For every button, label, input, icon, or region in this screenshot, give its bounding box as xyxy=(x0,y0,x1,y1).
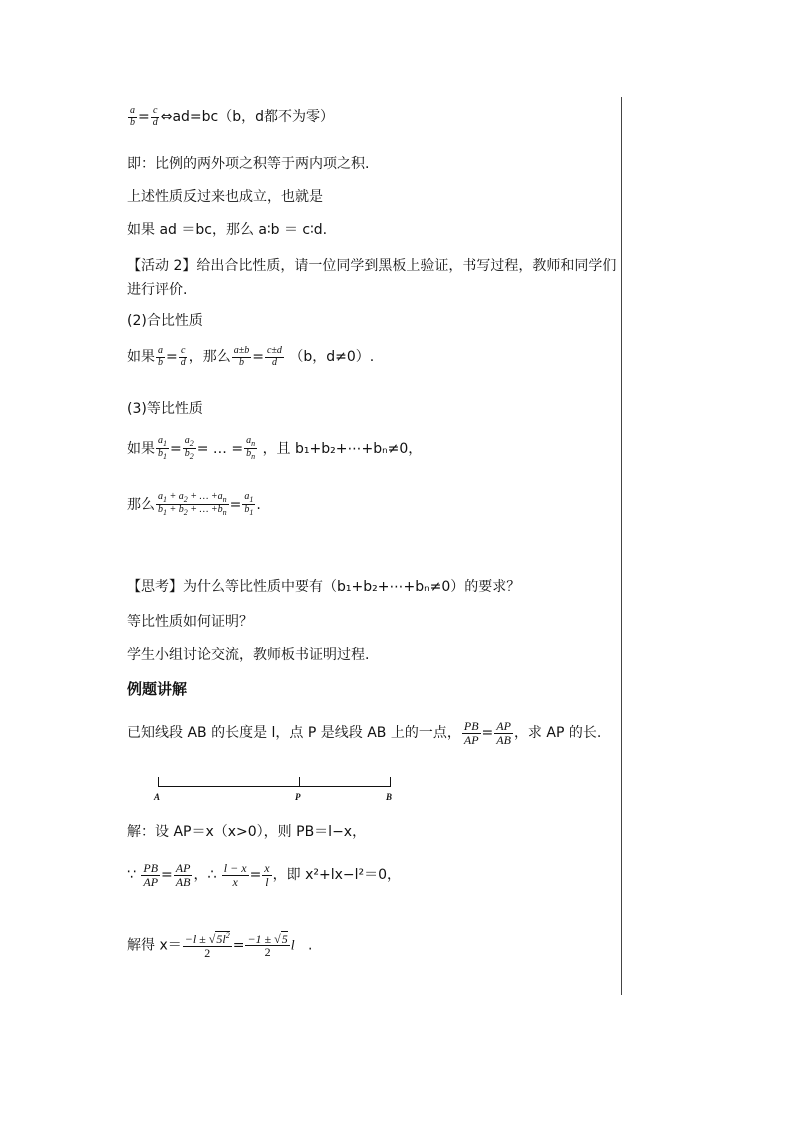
point-label-p: P xyxy=(295,792,301,802)
compound-tail: （b，d≠0）. xyxy=(289,349,375,365)
cross-multiply-property: $\frac{a}{b}$ = $\frac{c}{d}$ ⇔ad=bc（b，d都不为零） xyxy=(130,105,335,128)
equal-ratio-result: 那么 $\frac{a_1 + a_2 + \dots +a_n}{b_1 + b_2 + \dots +b_n}$ = $\frac{a_1}{b_1}$ . xyxy=(127,491,261,518)
activity-2-line1: 【活动 2】给出合比性质，请一位同学到黑板上验证，书写过程，教师和同学们 xyxy=(127,258,617,274)
heading-compound-ratio: (2)合比性质 xyxy=(127,313,203,329)
equal-tail: ，且 b₁+b₂+⋯+bₙ≠0， xyxy=(262,440,423,457)
point-label-b: B xyxy=(386,792,393,802)
tick-b xyxy=(390,777,391,786)
compound-mid: ，那么 xyxy=(188,349,231,365)
line-outer-inner: 即：比例的两外项之积等于两内项之积. xyxy=(127,156,370,172)
group-discussion: 学生小组讨论交流，教师板书证明过程. xyxy=(127,647,370,663)
compound-ratio-formula: 如果 $\frac{a}{b}$ = $\frac{c}{d}$ ，那么 $\frac{a\pm b}{b}$ = $\frac{c\pm d}{d}$ （b，d≠0）. xyxy=(127,345,375,368)
cross-multiply-text: ad=bc（b，d都不为零） xyxy=(172,109,335,125)
example-text-a: 已知线段 AB 的长度是 l，点 P 是线段 AB 上的一点， xyxy=(127,725,461,742)
heading-equal-ratio: (3)等比性质 xyxy=(127,401,203,417)
example-text-b: ，求 AP 的长. xyxy=(513,725,602,742)
solution-step-3-tail: . xyxy=(307,937,313,954)
solution-step-1: 解：设 AP＝x（x>0），则 PB＝l−x， xyxy=(127,824,367,840)
line-converse: 上述性质反过来也成立，也就是 xyxy=(127,189,323,205)
example-problem: 已知线段 AB 的长度是 l，点 P 是线段 AB 上的一点， $\frac{PB}{AP}$ = $\frac{AP}{AB}$ ，求 AP 的长. xyxy=(127,719,602,747)
point-label-a: A xyxy=(154,792,161,802)
solution-step-2-tail: ，即 x²+lx−l²＝0， xyxy=(272,867,402,884)
solution-step-3-prefix: 解得 x＝ xyxy=(127,937,182,954)
solution-step-2: ∵ $\frac{PB}{AP}$ = $\frac{AP}{AB}$ ，∴ $\frac{l - x}{x}$ = $\frac{x}{l}$ ，即 x²+lx−l²＝0， xyxy=(127,861,402,889)
activity-2-line2: 进行评价. xyxy=(127,282,188,298)
tick-a xyxy=(158,777,159,786)
solution-step-3: 解得 x＝ $\frac{-l \pm √5l^2}{2}$ = $\frac{-1 \pm √5}{2}$ l . xyxy=(127,931,313,960)
right-margin-line xyxy=(621,97,622,995)
equal-ratio-condition: 如果 $\frac{a_1}{b_1}$ = $\frac{a_2}{b_2}$ = … = $\frac{a_n}{b_n}$ ，且 b₁+b₂+⋯+bₙ≠0， xyxy=(127,435,423,462)
segment-ab xyxy=(158,786,391,787)
section-title-examples: 例题讲解 xyxy=(127,680,188,698)
tick-p xyxy=(299,777,300,786)
line-converse-formula: 如果 ad ＝bc，那么 a∶b ＝ c∶d. xyxy=(127,222,328,238)
equal-prefix: 如果 xyxy=(127,440,155,457)
equal-result-prefix: 那么 xyxy=(127,496,155,513)
proof-question: 等比性质如何证明？ xyxy=(127,614,253,630)
compound-prefix: 如果 xyxy=(127,349,155,365)
think-question: 【思考】为什么等比性质中要有（b₁+b₂+⋯+bₙ≠0）的要求？ xyxy=(127,579,521,595)
